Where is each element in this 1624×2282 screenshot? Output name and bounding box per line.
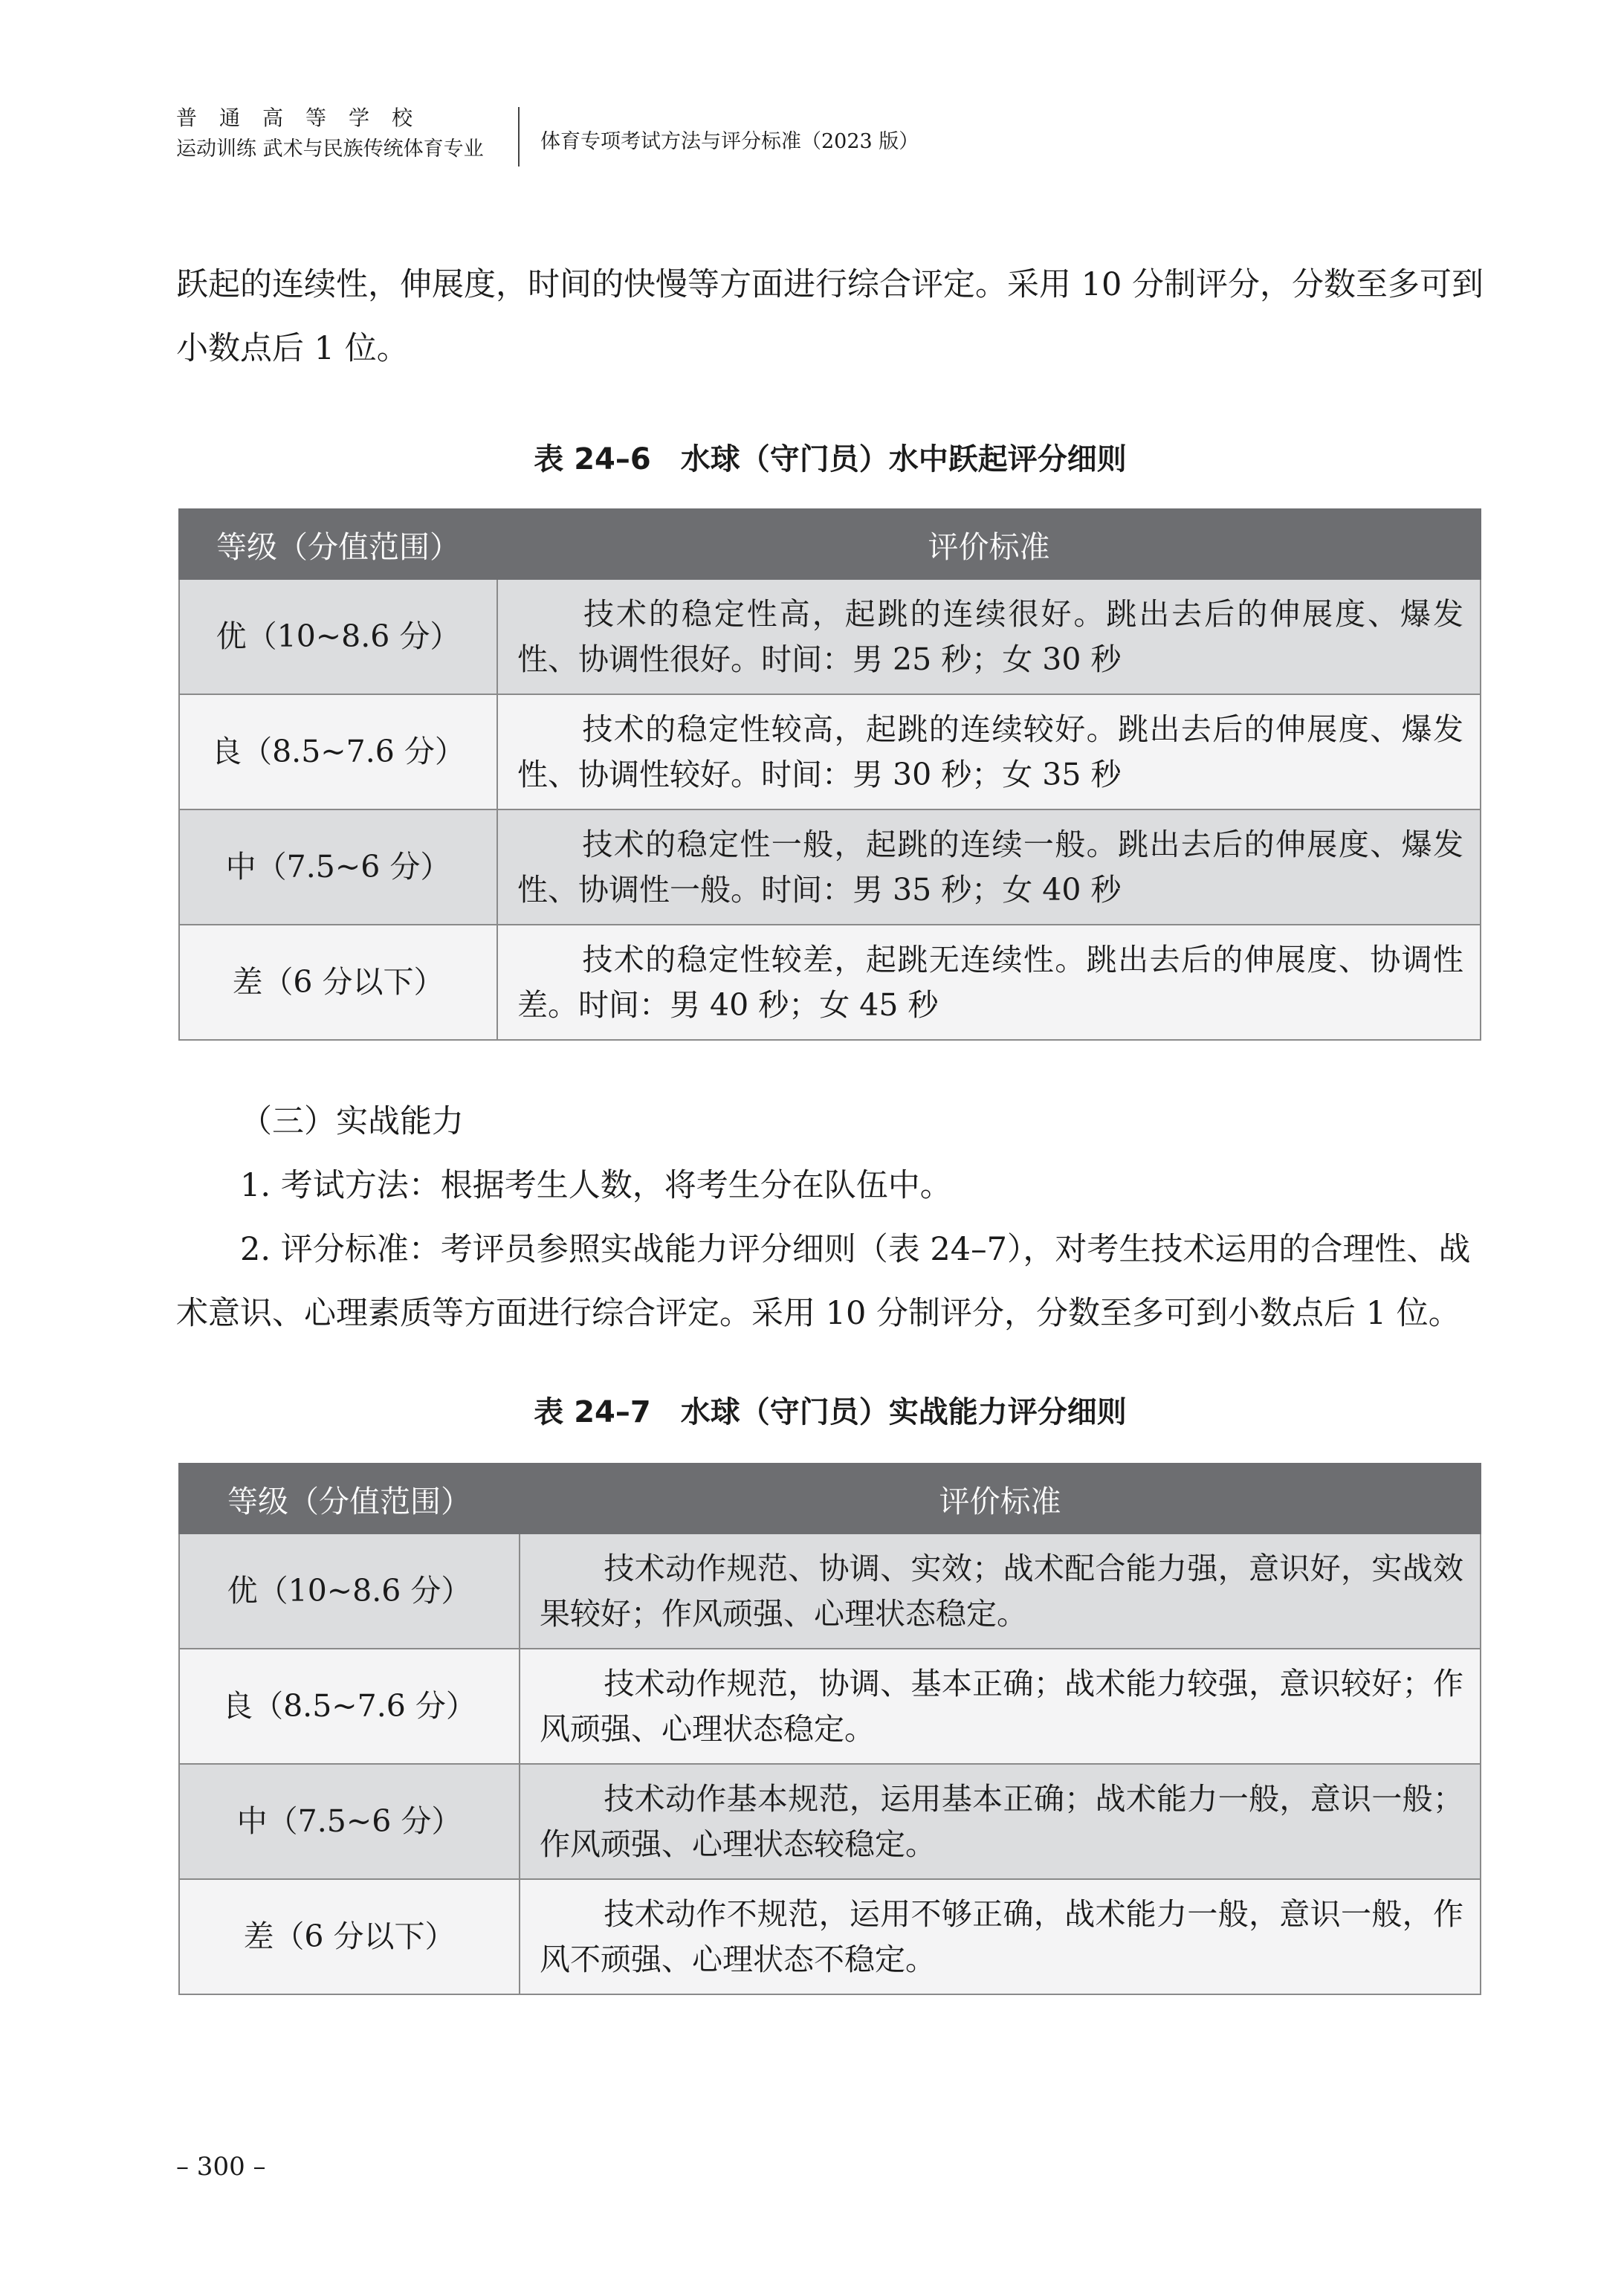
table2-level-cell: 中（7.5~6 分）	[179, 1764, 520, 1879]
table1-caption: 表 24–6 水球（守门员）水中跃起评分细则	[534, 442, 1127, 476]
table1-criteria-cell	[497, 579, 1481, 694]
table-row	[179, 579, 1481, 694]
table2-header-row	[179, 1464, 1481, 1533]
table2-header-criteria: 评价标准	[520, 1464, 1481, 1533]
table-row	[179, 1764, 1481, 1879]
table1-criteria-cell	[497, 694, 1481, 809]
table1-header-criteria: 评价标准	[497, 509, 1481, 579]
table1-level-cell: 良（8.5~7.6 分）	[179, 694, 497, 809]
table2-criteria-text: 技术动作规范，协调、基本正确；战术能力较强，意识较好；作风顽强、心理状态稳定。	[540, 1665, 1463, 1747]
table1-level-cell: 优（10~8.6 分）	[179, 579, 497, 694]
table-row	[179, 1533, 1481, 1649]
header-book-title: 体育专项考试方法与评分标准（2023 版）	[540, 130, 919, 153]
table2-header-level: 等级（分值范围）	[179, 1464, 520, 1533]
table1-criteria-cell	[497, 925, 1481, 1040]
table1-criteria-text: 技术的稳定性高，起跳的连续很好。跳出去后的伸展度、爆发性、协调性很好。时间：男 25 秒；女 30 秒	[517, 595, 1463, 677]
table2-criteria-cell	[520, 1879, 1481, 1994]
table2-criteria-text: 技术动作基本规范，运用基本正确；战术能力一般，意识一般；作风顽强、心理状态较稳定。	[540, 1780, 1463, 1862]
table2-criteria-text: 技术动作不规范，运用不够正确，战术能力一般，意识一般，作风不顽强、心理状态不稳定。	[540, 1895, 1463, 1977]
table1-criteria-text: 技术的稳定性较差，起跳无连续性。跳出去后的伸展度、协调性差。时间：男 40 秒；女 45 秒	[517, 941, 1463, 1023]
table1-level-cell: 中（7.5~6 分）	[179, 809, 497, 925]
table1	[178, 508, 1481, 1041]
table-row	[179, 809, 1481, 925]
table1-criteria-text: 技术的稳定性较高，起跳的连续较好。跳出去后的伸展度、爆发性、协调性较好。时间：男 30 秒；女 35 秒	[517, 711, 1463, 792]
table2-criteria-text: 技术动作规范、协调、实效；战术配合能力强，意识好，实战效果较好；作风顽强、心理状态稳定。	[540, 1550, 1463, 1632]
table2-criteria-cell	[520, 1533, 1481, 1649]
table2-criteria-cell	[520, 1649, 1481, 1764]
table1-header-level: 等级（分值范围）	[179, 509, 497, 579]
table-row	[179, 1649, 1481, 1764]
table1-header-row	[179, 509, 1481, 579]
header-major: 运动训练 武术与民族传统体育专业	[176, 138, 484, 161]
table2-criteria-cell	[520, 1764, 1481, 1879]
running-header	[176, 103, 1484, 169]
table1-level-cell: 差（6 分以下）	[179, 925, 497, 1040]
section-heading: （三）实战能力	[240, 1103, 464, 1140]
table-row	[179, 694, 1481, 809]
table2	[178, 1463, 1481, 1995]
header-left	[176, 103, 503, 165]
table2-caption: 表 24–7 水球（守门员）实战能力评分细则	[534, 1395, 1127, 1429]
scoring-paragraph: 2. 评分标准：考评员参照实战能力评分细则（表 24–7），对考生技术运用的合理性、战术意识、心理素质等方面进行综合评定。采用 10 分制评分，分数至多可到小数点后 1 位。	[176, 1231, 1471, 1332]
intro-paragraph: 跃起的连续性，伸展度，时间的快慢等方面进行综合评定。采用 10 分制评分，分数至多可到小数点后 1 位。	[176, 266, 1484, 367]
table2-level-cell: 优（10~8.6 分）	[179, 1533, 520, 1649]
header-divider	[518, 107, 520, 167]
header-school: 普通高等学校	[176, 106, 436, 130]
table-row	[179, 1879, 1481, 1994]
page-number: – 300 –	[176, 2152, 266, 2182]
method-paragraph: 1. 考试方法：根据考生人数，将考生分在队伍中。	[240, 1167, 952, 1204]
table2-level-cell: 差（6 分以下）	[179, 1879, 520, 1994]
table-row	[179, 925, 1481, 1040]
table2-level-cell: 良（8.5~7.6 分）	[179, 1649, 520, 1764]
table1-criteria-cell	[497, 809, 1481, 925]
table1-criteria-text: 技术的稳定性一般，起跳的连续一般。跳出去后的伸展度、爆发性、协调性一般。时间：男 35 秒；女 40 秒	[517, 826, 1463, 908]
